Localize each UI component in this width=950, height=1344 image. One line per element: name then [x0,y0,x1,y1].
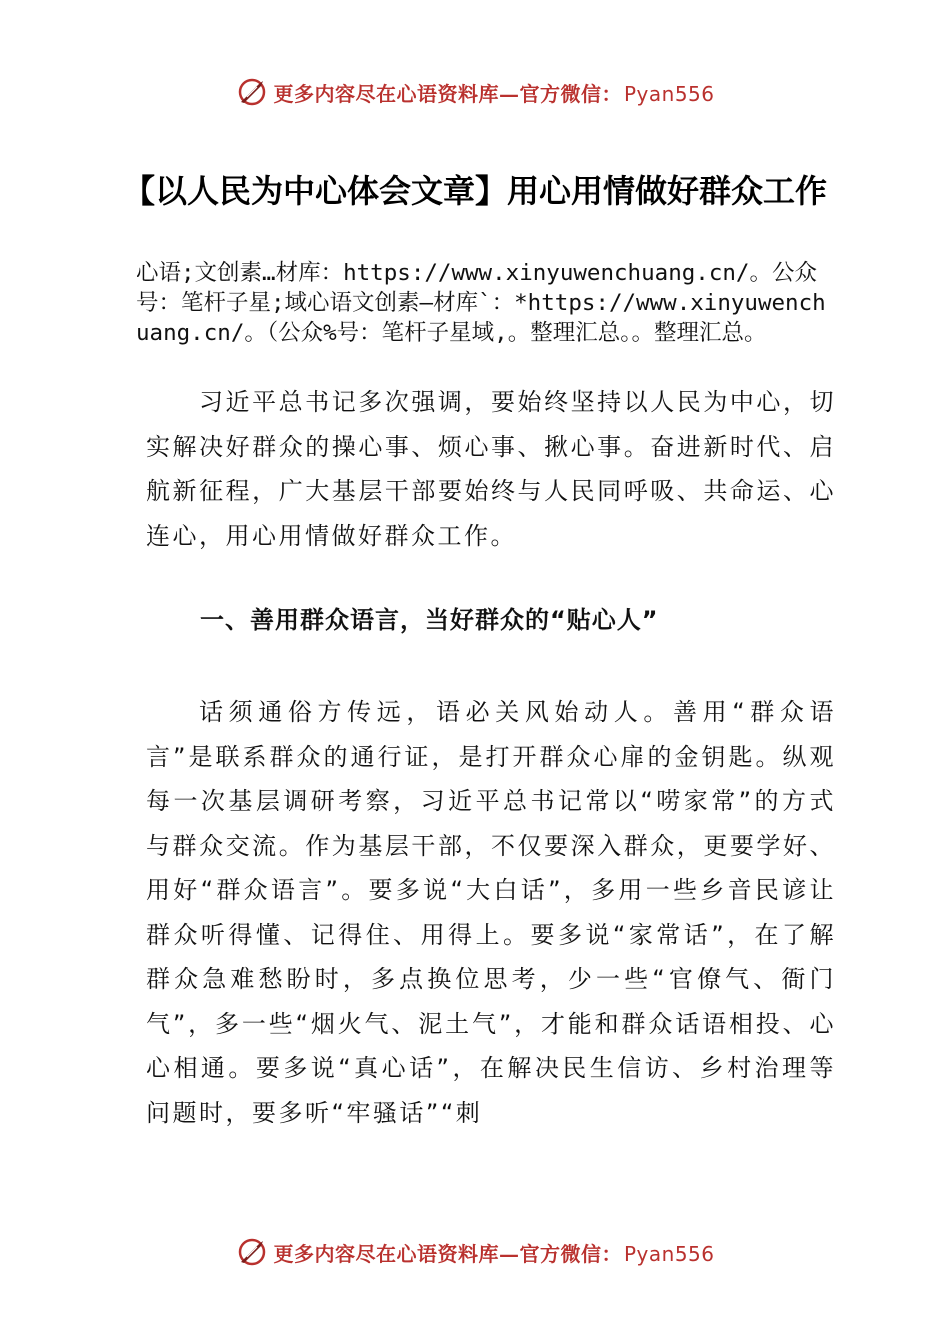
footer-banner-text [273,1238,714,1267]
footer-wechat-id: Pyan556 [623,1241,715,1266]
quill-circle-logo-icon [235,75,269,109]
header-banner [0,72,950,112]
intro-paragraph: 习近平总书记多次强调，要始终坚持以人民为中心，切实解决好群众的操心事、烦心事、揪心事。奋进新时代、启航新征程，广大基层干部要始终与人民同呼吸、共命运、心连心，用心用情做好群众工作。 [146,388,836,550]
header-banner-text [273,78,714,107]
header-wechat-id: Pyan556 [623,81,715,106]
source-note: 心语;文创素…材库：https://www.xinyuwenchuang.cn/。公众号：笔杆子星;域心语文创素—材库`：*https://www.xinyuwenchuang.cn/。（公众%号：笔杆子星域,。整理汇总。。整理汇总。 [136,260,826,346]
footer-banner-label: 更多内容尽在心语资料库—官方微信： [273,1241,622,1266]
header-banner-label: 更多内容尽在心语资料库—官方微信： [273,81,622,106]
section-paragraph: 话须通俗方传远，语必关风始动人。善用“群众语言”是联系群众的通行证，是打开群众心扉的金钥匙。纵观每一次基层调研考察，习近平总书记常以“唠家常”的方式与群众交流。作为基层干部，不仅要深入群众，更要学好、用好“群众语言”。要多说“大白话”，多用一些乡音民谚让群众听得懂、记得住、用得上。要多说“家常话”，在了解群众急难愁盼时，多点换位思考，少一些“官僚气、衙门气”，多一些“烟火气、泥土气”，才能和群众话语相投、心心相通。要多说“真心话”，在解决民生信访、乡村治理等问题时，要多听“牢骚话”“刺 [146,698,836,1127]
quill-circle-logo-icon [235,1235,269,1269]
footer-banner [0,1232,950,1272]
section-heading: 一、善用群众语言，当好群众的“贴心人” [200,606,659,634]
document-title: 【以人民为中心体会文章】用心用情做好群众工作 [122,172,827,210]
